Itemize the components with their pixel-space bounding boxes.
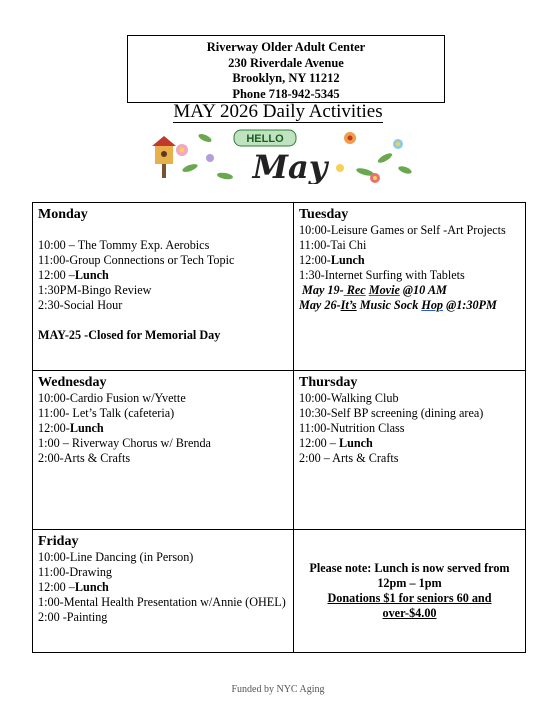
activity-item: 1:00-Mental Health Presentation w/Annie (OHEL): [38, 595, 286, 609]
activity-item: 2:00 -Painting: [38, 610, 108, 624]
center-name: Riverway Older Adult Center: [206, 40, 366, 54]
hello-text: HELLO: [246, 133, 284, 145]
activity-item: 1:30-Internet Surfing with Tablets: [299, 268, 465, 282]
page-title: MAY 2026 Daily Activities: [173, 101, 383, 122]
activities-table: [32, 202, 526, 653]
day-heading: Friday: [38, 534, 79, 549]
day-heading: Tuesday: [299, 207, 349, 222]
center-phone: Phone 718-942-5345: [232, 86, 340, 101]
activity-item: 12:00 –Lunch: [38, 268, 109, 282]
birdhouse-icon: [152, 136, 176, 178]
activity-item: 10:00-Walking Club: [299, 391, 399, 405]
hello-may-graphic: [150, 128, 414, 184]
wednesday-cell: [33, 371, 294, 530]
donation-notice: Donations $1 for seniors 60 and over-$4.00: [327, 591, 492, 620]
activity-item: 1:00 – Riverway Chorus w/ Brenda: [38, 436, 211, 450]
activity-item: 10:00-Cardio Fusion w/Yvette: [38, 391, 186, 405]
activity-item: 11:00-Group Connections or Tech Topic: [38, 253, 235, 267]
activity-item: 10:00-Leisure Games or Self -Art Projects: [299, 223, 506, 237]
activity-item: 2:00 – Arts & Crafts: [299, 451, 399, 465]
day-heading: Thursday: [299, 375, 358, 390]
special-event: May 19- Rec Movie @10 AM: [302, 283, 447, 297]
day-heading: Wednesday: [38, 375, 107, 390]
friday-cell: [33, 530, 294, 653]
day-heading: Monday: [38, 207, 88, 222]
holiday-note: MAY-25 -Closed for Memorial Day: [38, 328, 221, 342]
activity-item: 10:00-Line Dancing (in Person): [38, 550, 194, 564]
activity-item: 12:00-Lunch: [299, 253, 365, 267]
may-text: May: [252, 148, 328, 184]
activity-item: 11:00-Nutrition Class: [299, 421, 405, 435]
activity-item: 10:30-Self BP screening (dining area): [299, 406, 484, 420]
activity-item: 2:30-Social Hour: [38, 298, 123, 312]
special-event: May 26-It’s Music Sock Hop @1:30PM: [299, 298, 497, 312]
funding-footer: Funded by NYC Aging: [231, 684, 325, 695]
activity-item: 12:00-Lunch: [38, 421, 104, 435]
tuesday-cell: [294, 203, 526, 371]
thursday-cell: [294, 371, 526, 530]
activity-item: 12:00 – Lunch: [299, 436, 373, 450]
center-address: 230 Riverdale Avenue: [228, 55, 344, 70]
activity-item: 12:00 –Lunch: [38, 580, 109, 594]
monday-cell: [33, 203, 294, 371]
activity-item: 11:00-Tai Chi: [299, 238, 367, 252]
center-info-box: [127, 35, 445, 103]
activity-item: 11:00-Drawing: [38, 565, 113, 579]
activity-item: 1:30PM-Bingo Review: [38, 283, 152, 297]
activity-item: 2:00-Arts & Crafts: [38, 451, 131, 465]
activity-item: 11:00- Let’s Talk (cafeteria): [38, 406, 175, 420]
lunch-notice: Please note: Lunch is now served from 12pm – 1pm: [309, 561, 510, 590]
activity-item: 10:00 – The Tommy Exp. Aerobics: [38, 238, 210, 252]
center-city: Brooklyn, NY 11212: [232, 71, 340, 85]
lunch-notice-cell: [294, 530, 526, 653]
